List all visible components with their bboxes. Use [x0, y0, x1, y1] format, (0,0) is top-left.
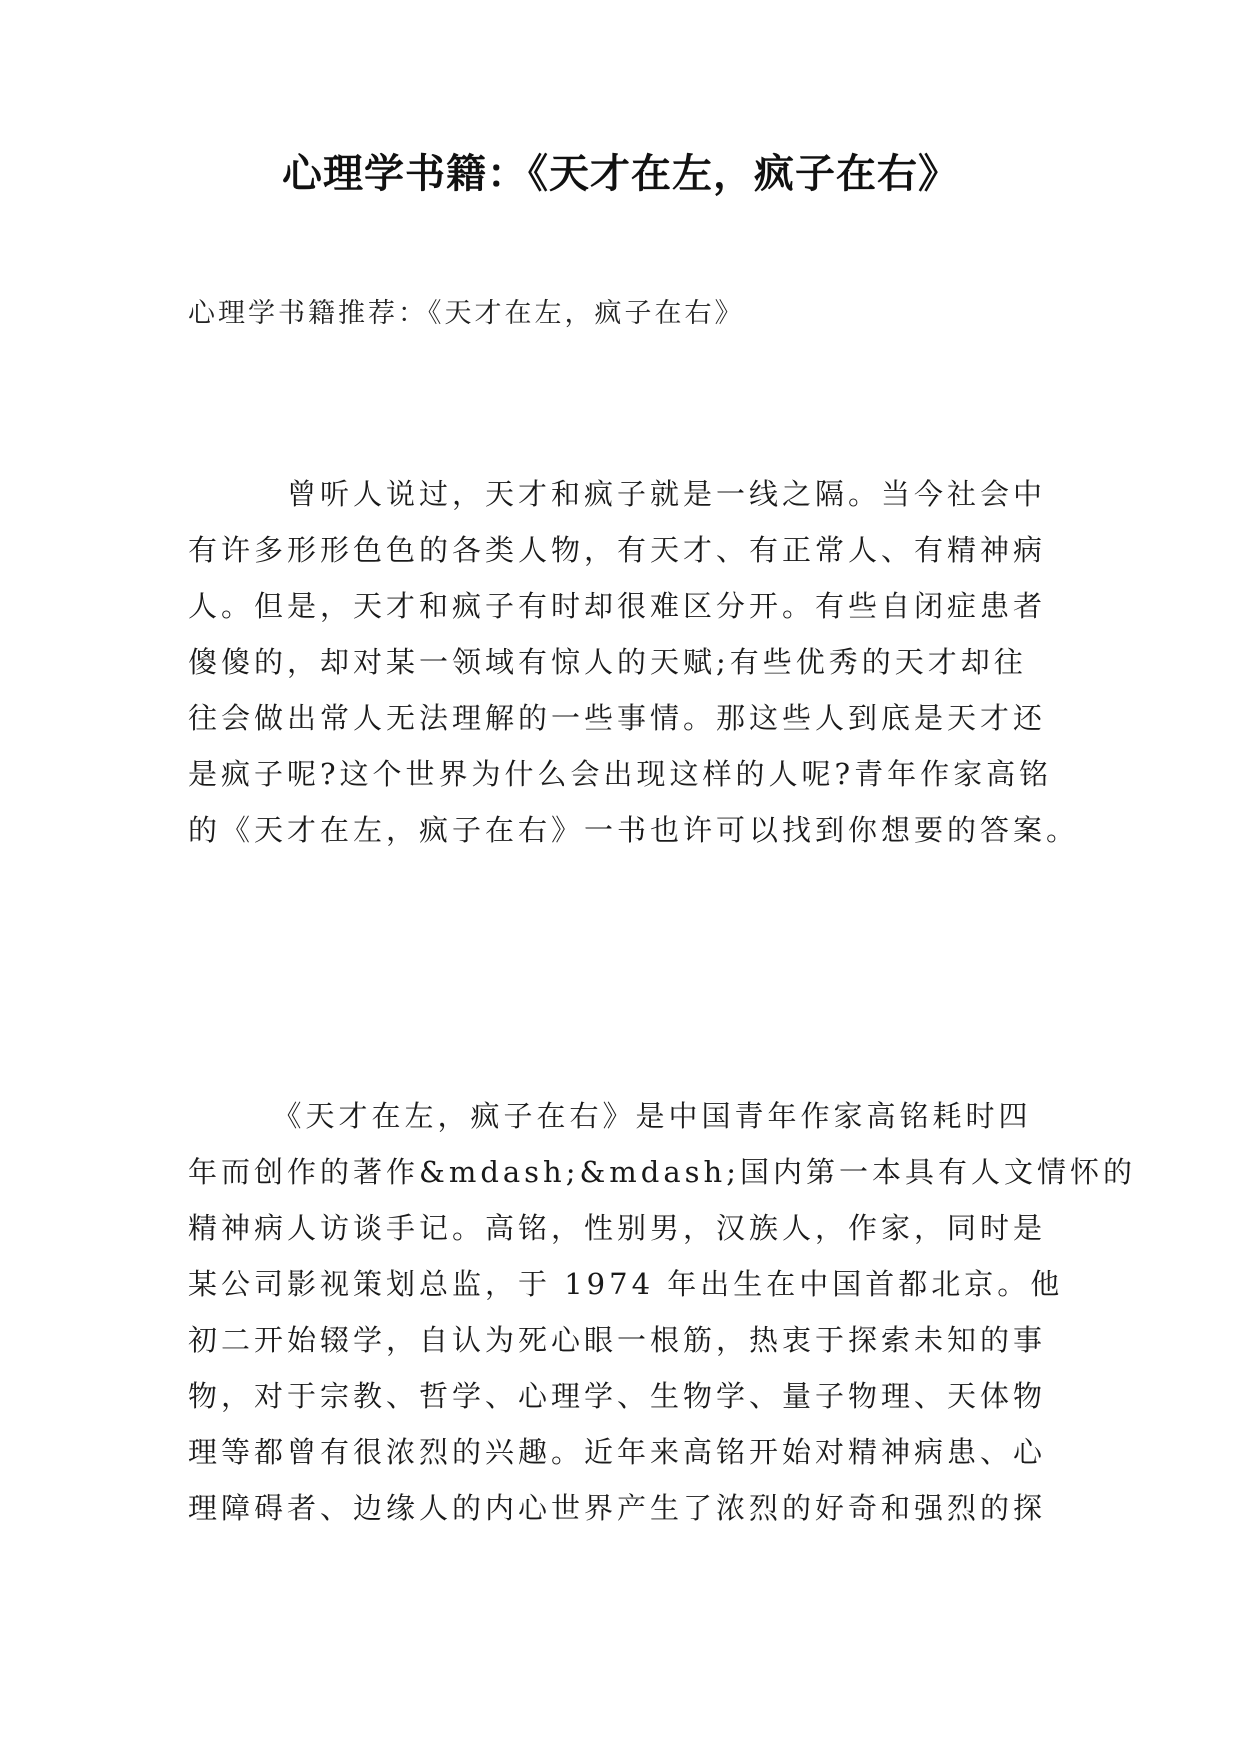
subtitle: 心理学书籍推荐：《天才在左，疯子在右》	[188, 298, 745, 329]
paragraph-line: 傻傻的，却对某一领域有惊人的天赋;有些优秀的天才却往	[188, 645, 1027, 679]
paragraph-line: 初二开始辍学，自认为死心眼一根筋，热衷于探索未知的事	[188, 1323, 1047, 1357]
paragraph-line: 人。但是，天才和疯子有时却很难区分开。有些自闭症患者	[188, 589, 1047, 623]
page-title: 心理学书籍：《天才在左，疯子在右》	[282, 150, 959, 197]
paragraph-line: 某公司影视策划总监，于 1974 年出生在中国首都北京。他	[188, 1267, 1064, 1301]
paragraph-line: 是疯子呢?这个世界为什么会出现这样的人呢?青年作家高铭	[188, 757, 1053, 791]
paragraph-line: 理等都曾有很浓烈的兴趣。近年来高铭开始对精神病患、心	[188, 1435, 1047, 1469]
paragraph-line: 往会做出常人无法理解的一些事情。那这些人到底是天才还	[188, 701, 1047, 735]
paragraph-line: 的《天才在左，疯子在右》一书也许可以找到你想要的答案。	[188, 813, 1080, 847]
paragraph-line: 物，对于宗教、哲学、心理学、生物学、量子物理、天体物	[188, 1379, 1047, 1413]
paragraph-author	[188, 1088, 1136, 1536]
paragraph-line: 《天才在左，疯子在右》是中国青年作家高铭耗时四	[188, 1099, 1032, 1133]
paragraph-line: 年而创作的著作&mdash;&mdash;国内第一本具有人文情怀的	[188, 1155, 1136, 1189]
paragraph-line: 有许多形形色色的各类人物，有天才、有正常人、有精神病	[188, 533, 1047, 567]
paragraph-line: 精神病人访谈手记。高铭，性别男，汉族人，作家，同时是	[188, 1211, 1047, 1245]
paragraph-intro	[188, 466, 1080, 858]
paragraph-line: 曾听人说过，天才和疯子就是一线之隔。当今社会中	[188, 477, 1047, 511]
paragraph-line: 理障碍者、边缘人的内心世界产生了浓烈的好奇和强烈的探	[188, 1491, 1047, 1525]
